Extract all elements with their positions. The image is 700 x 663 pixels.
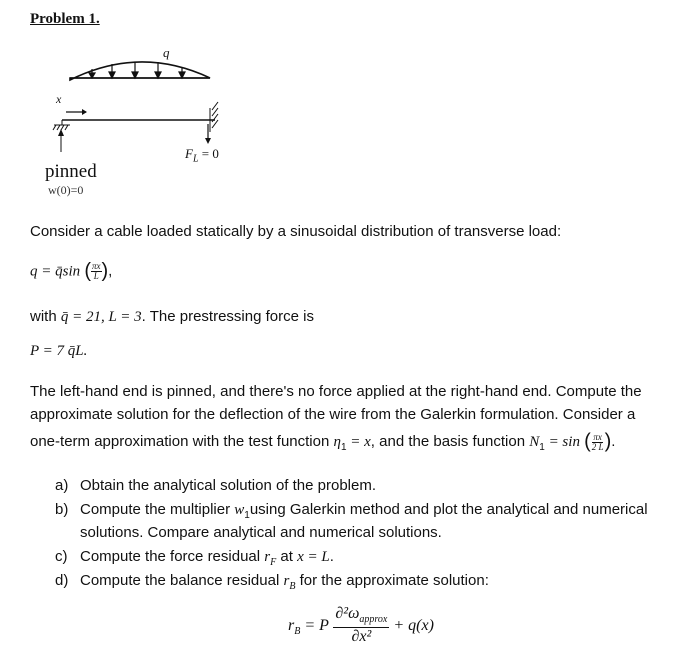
description-line-2: approximate solution for the deflection of the wire from the Galerkin formulation. Consider a — [30, 406, 636, 423]
list-item-d: d) Compute the balance residual $r_B$ for the approximate solution: — [55, 572, 489, 592]
list-item-b: b) Compute the multiplier $w_1using$ Galerkin method and plot the analytical and numerical — [55, 501, 648, 521]
balance-residual-equation: $r_B = P$ $\frac{\partial^2\omega_{approx}}{\text{∂x²}}$ + q(x) — [288, 605, 434, 645]
support-condition: w(0)=0 — [48, 183, 84, 197]
parameters-line: with q̄ = 21, L = 3. The prestressing force is — [30, 308, 314, 325]
pinned-support-icon — [53, 120, 70, 130]
list-item-b-continued: solutions. Compare analytical and numerical solutions. — [80, 524, 442, 541]
list-item-c: c) Compute the force residual $r_F$ at x = L. — [55, 548, 334, 568]
load-equation: q = q̄sin ( $\frac{\pi x}{L}$ ), — [30, 260, 113, 282]
load-label: q — [163, 45, 170, 60]
description-line-1: The left-hand end is pinned, and there's no force applied at the right-hand end. Compute the — [30, 383, 642, 400]
prestress-equation: P = 7 q̄L. — [30, 343, 88, 359]
intro-text: Consider a cable loaded statically by a sinusoidal distribution of transverse load: — [30, 223, 562, 240]
axis-label: x — [56, 92, 62, 106]
support-label: pinned — [45, 161, 97, 182]
list-item-a: a) Obtain the analytical solution of the problem. — [55, 477, 377, 494]
problem-title: Problem 1. — [30, 11, 100, 27]
right-end-support-icon — [210, 102, 218, 132]
force-label: $F_L = 0$ — [185, 146, 219, 165]
description-line-3: one-term approximation with the test function $\eta_1 = x$, and the basis function $N_1 = \sin$ ( $\frac{\pi x}{2 L}$ ). — [30, 430, 616, 453]
